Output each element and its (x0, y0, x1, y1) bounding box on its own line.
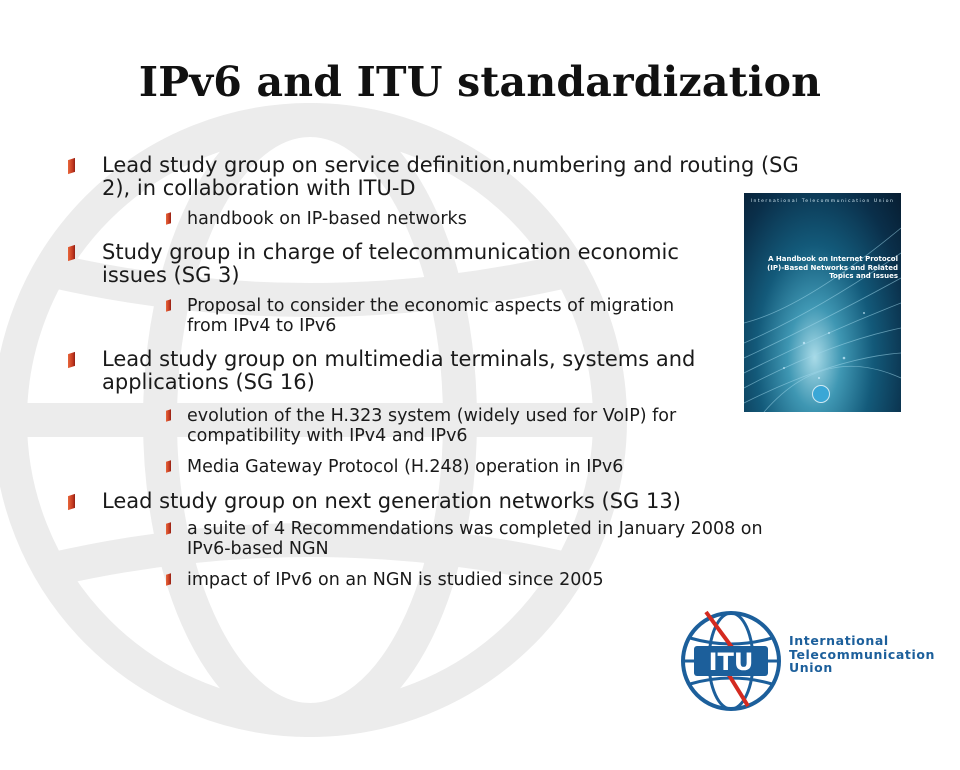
book-publisher: International Telecommunication Union (750, 199, 895, 204)
bullet-icon (68, 245, 75, 261)
slide-title: IPv6 and ITU standardization (138, 58, 822, 106)
book-title: A Handbook on Internet Protocol (IP)-Based Networks and Related Topics and Issues (767, 255, 898, 280)
sub-list-item: Media Gateway Protocol (H.248) operation in IPv6 (187, 457, 624, 477)
sub-bullet-icon (166, 409, 171, 422)
sub-bullet-icon (166, 299, 171, 312)
sub-list-item: handbook on IP-based networks (187, 209, 467, 229)
sub-bullet-icon (166, 460, 171, 473)
org-line: Union (789, 660, 833, 675)
handbook-cover-image (744, 193, 901, 412)
list-item: Lead study group on next generation networks (SG 13) (102, 489, 681, 513)
sub-bullet-icon (166, 522, 171, 535)
bullet-icon (68, 494, 75, 510)
sub-bullet-icon (166, 212, 171, 225)
sub-bullet-icon (166, 573, 171, 586)
bullet-icon (68, 352, 75, 368)
bullet-icon (68, 158, 75, 174)
list-item: Study group in charge of telecommunication economic issues (SG 3) (102, 240, 679, 287)
org-line: Telecommunication (789, 646, 936, 662)
sub-list-item: a suite of 4 Recommendations was completed in January 2008 on IPv6-based NGN (187, 519, 763, 559)
itu-small-logo-icon (812, 385, 830, 403)
itu-globe-logo-icon (676, 606, 786, 716)
itu-logo-text: ITU (708, 648, 754, 676)
sub-list-item: Proposal to consider the economic aspects of migration from IPv4 to IPv6 (187, 296, 675, 336)
list-item: Lead study group on multimedia terminals, systems and applications (SG 16) (102, 347, 696, 394)
itu-org-name (789, 634, 935, 675)
sub-list-item: impact of IPv6 on an NGN is studied since 2005 (187, 570, 604, 590)
fiber-optic-pattern (744, 193, 901, 412)
sub-list-item: evolution of the H.323 system (widely used for VoIP) for compatibility with IPv4 and IPv6 (187, 406, 677, 446)
list-item: Lead study group on service definition,numbering and routing (SG 2), in collaboration with ITU-D (102, 153, 799, 200)
org-line: International (789, 633, 889, 648)
